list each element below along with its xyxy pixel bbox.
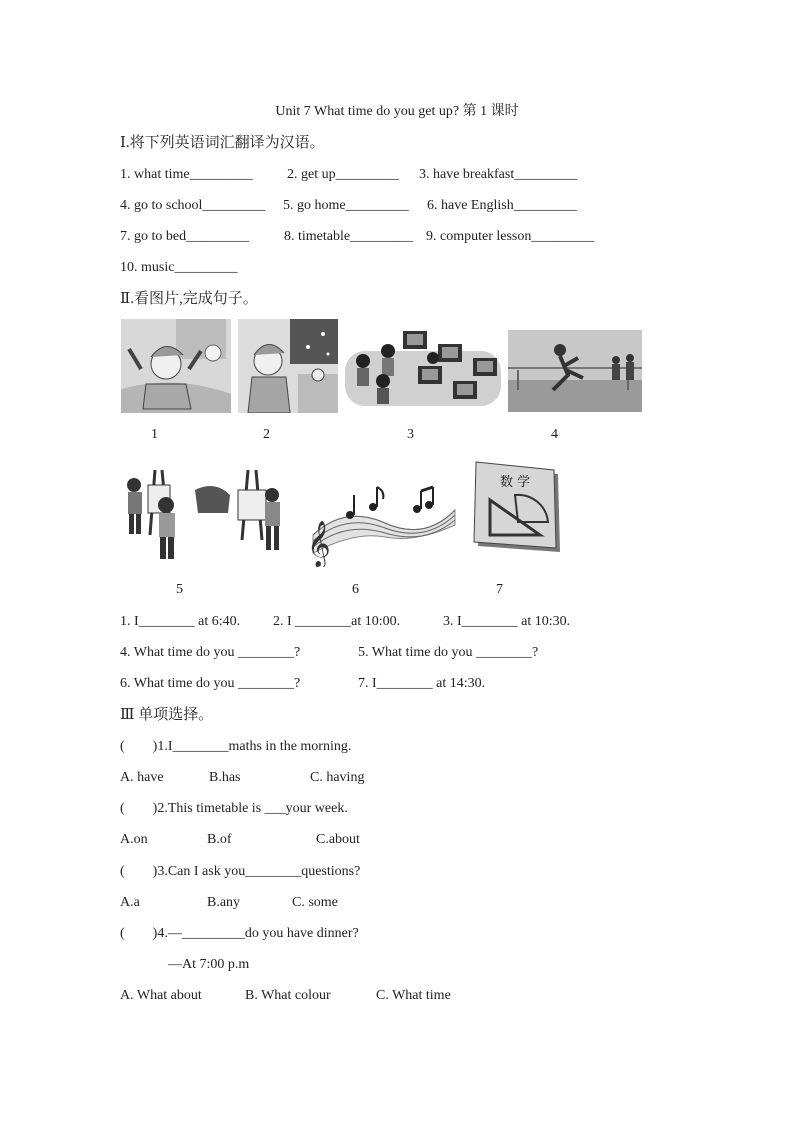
question-stem: ( )3.Can I ask you________questions?: [120, 864, 361, 879]
picture-number: 4: [551, 427, 558, 442]
sentence-item: 3. I________ at 10:30.: [443, 614, 571, 629]
question-stem: ( )1.I________maths in the morning.: [120, 739, 352, 754]
sentence-item: 6. What time do you ________?: [120, 676, 301, 691]
question-stem: ( )2.This timetable is ___your week.: [120, 801, 348, 816]
section-1-heading: Ⅰ.将下列英语词汇翻译为汉语。: [120, 135, 325, 151]
sentence-item: 4. What time do you ________?: [120, 645, 301, 660]
picture-music-lesson: [305, 485, 457, 567]
sentence-item: 2. I ________at 10:00.: [273, 614, 401, 629]
option: C. What time: [376, 988, 451, 1003]
page-title: Unit 7 What time do you get up? 第 1 课时: [275, 104, 519, 119]
svg-text:𝄞: 𝄞: [307, 521, 331, 567]
vocab-item: 1. what time_________: [120, 167, 253, 182]
question-stem: ( )4.—_________do you have dinner?: [120, 926, 359, 941]
picture-art-lesson: [120, 465, 285, 565]
picture-number: 2: [263, 427, 270, 442]
sentence-item: 7. I________ at 14:30.: [358, 676, 486, 691]
vocab-item: 10. music_________: [120, 260, 238, 275]
picture-number: 5: [176, 582, 183, 597]
sentence-item: 1. I________ at 6:40.: [120, 614, 241, 629]
vocab-item: 5. go home_________: [283, 198, 409, 213]
section-2-heading: Ⅱ.看图片,完成句子。: [120, 291, 258, 307]
picture-number: 1: [151, 427, 158, 442]
vocab-item: 4. go to school_________: [120, 198, 266, 213]
option: B.has: [209, 770, 241, 785]
option: A. have: [120, 770, 164, 785]
vocab-item: 2. get up_________: [287, 167, 399, 182]
vocab-item: 8. timetable_________: [284, 229, 414, 244]
option: B.of: [207, 832, 232, 847]
option: A.on: [120, 832, 148, 847]
picture-go-to-bed: [238, 319, 338, 413]
option: A. What about: [120, 988, 202, 1003]
vocab-item: 3. have breakfast_________: [419, 167, 578, 182]
picture-math-lesson: [470, 460, 568, 558]
picture-pe-lesson: [508, 330, 642, 412]
option: C. some: [292, 895, 338, 910]
option: C.about: [316, 832, 360, 847]
vocab-item: 6. have English_________: [427, 198, 577, 213]
vocab-item: 7. go to bed_________: [120, 229, 250, 244]
section-3-heading: Ⅲ 单项选择。: [120, 707, 214, 723]
picture-number: 3: [407, 427, 414, 442]
vocab-item: 9. computer lesson_________: [426, 229, 595, 244]
picture-get-up: [121, 319, 231, 413]
math-book-label: 数 学: [500, 475, 531, 490]
picture-number: 7: [496, 582, 503, 597]
answer-line: —At 7:00 p.m: [168, 957, 250, 972]
option: B.any: [207, 895, 241, 910]
option: C. having: [310, 770, 365, 785]
option: A.a: [120, 895, 140, 910]
option: B. What colour: [245, 988, 331, 1003]
picture-computer-lesson: [343, 326, 503, 410]
picture-number: 6: [352, 582, 359, 597]
sentence-item: 5. What time do you ________?: [358, 645, 539, 660]
